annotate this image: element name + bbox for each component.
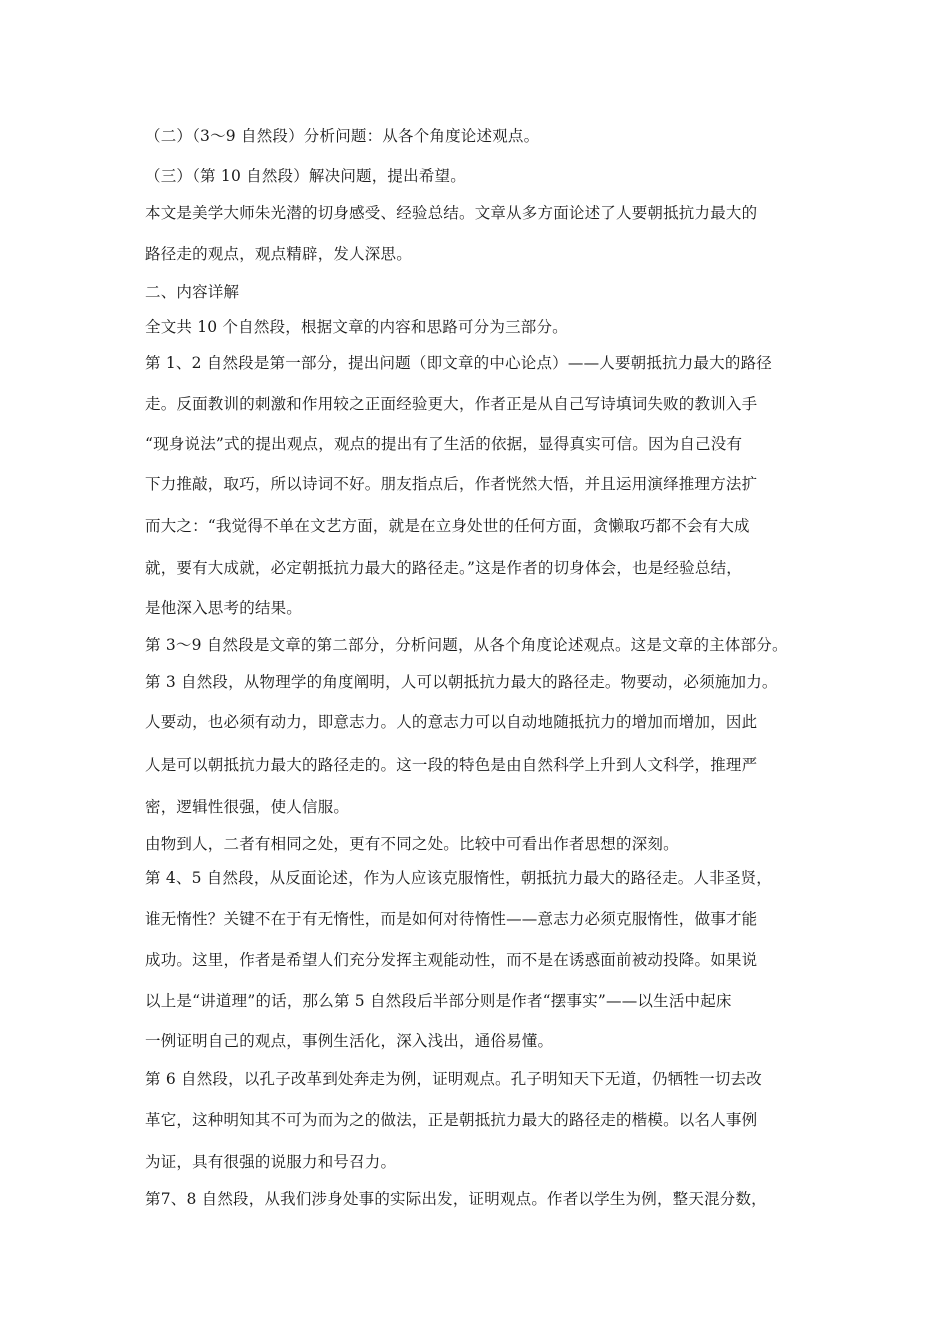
- section-heading: 二、内容详解: [145, 283, 240, 301]
- text-line: （三）（第 10 自然段）解决问题，提出希望。: [145, 167, 466, 185]
- text-line: 全文共 10 个自然段，根据文章的内容和思路可分为三部分。: [145, 318, 568, 336]
- text-line: 是他深入思考的结果。: [145, 599, 303, 617]
- text-line: 成功。这里，作者是希望人们充分发挥主观能动性，而不是在诱惑面前被动投降。如果说: [145, 951, 758, 969]
- text-line: 走。反面教训的刺激和作用较之正面经验更大，作者正是从自己写诗填词失败的教训入手: [145, 395, 758, 413]
- text-line: 人是可以朝抵抗力最大的路径走的。这一段的特色是由自然科学上升到人文科学，推理严: [145, 756, 758, 774]
- text-line: 为证，具有很强的说服力和号召力。: [145, 1153, 397, 1171]
- text-line: 一例证明自己的观点，事例生活化，深入浅出，通俗易懂。: [145, 1032, 554, 1050]
- text-line: 下力推敲，取巧，所以诗词不好。朋友指点后，作者恍然大悟，并且运用演绎推理方法扩: [145, 475, 758, 493]
- text-line: 而大之：“我觉得不单在文艺方面，就是在立身处世的任何方面，贪懒取巧都不会有大成: [145, 517, 750, 535]
- text-line: 密，逻辑性很强，使人信服。: [145, 798, 350, 816]
- text-line: 第 3 自然段，从物理学的角度阐明，人可以朝抵抗力最大的路径走。物要动，必须施加力。: [145, 673, 778, 691]
- text-line: 第 4、5 自然段，从反面论述，作为人应该克服惰性，朝抵抗力最大的路径走。人非圣贤，: [145, 869, 772, 887]
- text-line: 就，要有大成就，必定朝抵抗力最大的路径走。”这是作者的切身体会，也是经验总结，: [145, 559, 742, 577]
- text-line: 第 3～9 自然段是文章的第二部分，分析问题，从各个角度论述观点。这是文章的主体部分。: [145, 636, 788, 654]
- text-line: 本文是美学大师朱光潜的切身感受、经验总结。文章从多方面论述了人要朝抵抗力最大的: [145, 204, 758, 222]
- text-line: 人要动，也必须有动力，即意志力。人的意志力可以自动地随抵抗力的增加而增加，因此: [145, 713, 758, 731]
- text-line: 路径走的观点，观点精辟，发人深思。: [145, 245, 412, 263]
- text-line: 以上是“讲道理”的话，那么第 5 自然段后半部分则是作者“摆事实”——以生活中起床: [145, 992, 732, 1010]
- text-line: 由物到人，二者有相同之处，更有不同之处。比较中可看出作者思想的深刻。: [145, 835, 679, 853]
- text-line: 第 1、2 自然段是第一部分，提出问题（即文章的中心论点）——人要朝抵抗力最大的路径: [145, 354, 772, 372]
- text-line: “现身说法”式的提出观点，观点的提出有了生活的依据，显得真实可信。因为自己没有: [145, 435, 743, 453]
- text-line: 第7、8 自然段，从我们涉身处事的实际出发，证明观点。作者以学生为例，整天混分数，: [145, 1190, 767, 1208]
- text-line: 第 6 自然段，以孔子改革到处奔走为例，证明观点。孔子明知天下无道，仍牺牲一切去改: [145, 1070, 762, 1088]
- text-line: （二）（3～9 自然段）分析问题：从各个角度论述观点。: [145, 127, 540, 145]
- text-line: 谁无惰性？关键不在于有无惰性，而是如何对待惰性——意志力必须克服惰性，做事才能: [145, 910, 758, 928]
- text-line: 革它，这种明知其不可为而为之的做法，正是朝抵抗力最大的路径走的楷模。以名人事例: [145, 1111, 758, 1129]
